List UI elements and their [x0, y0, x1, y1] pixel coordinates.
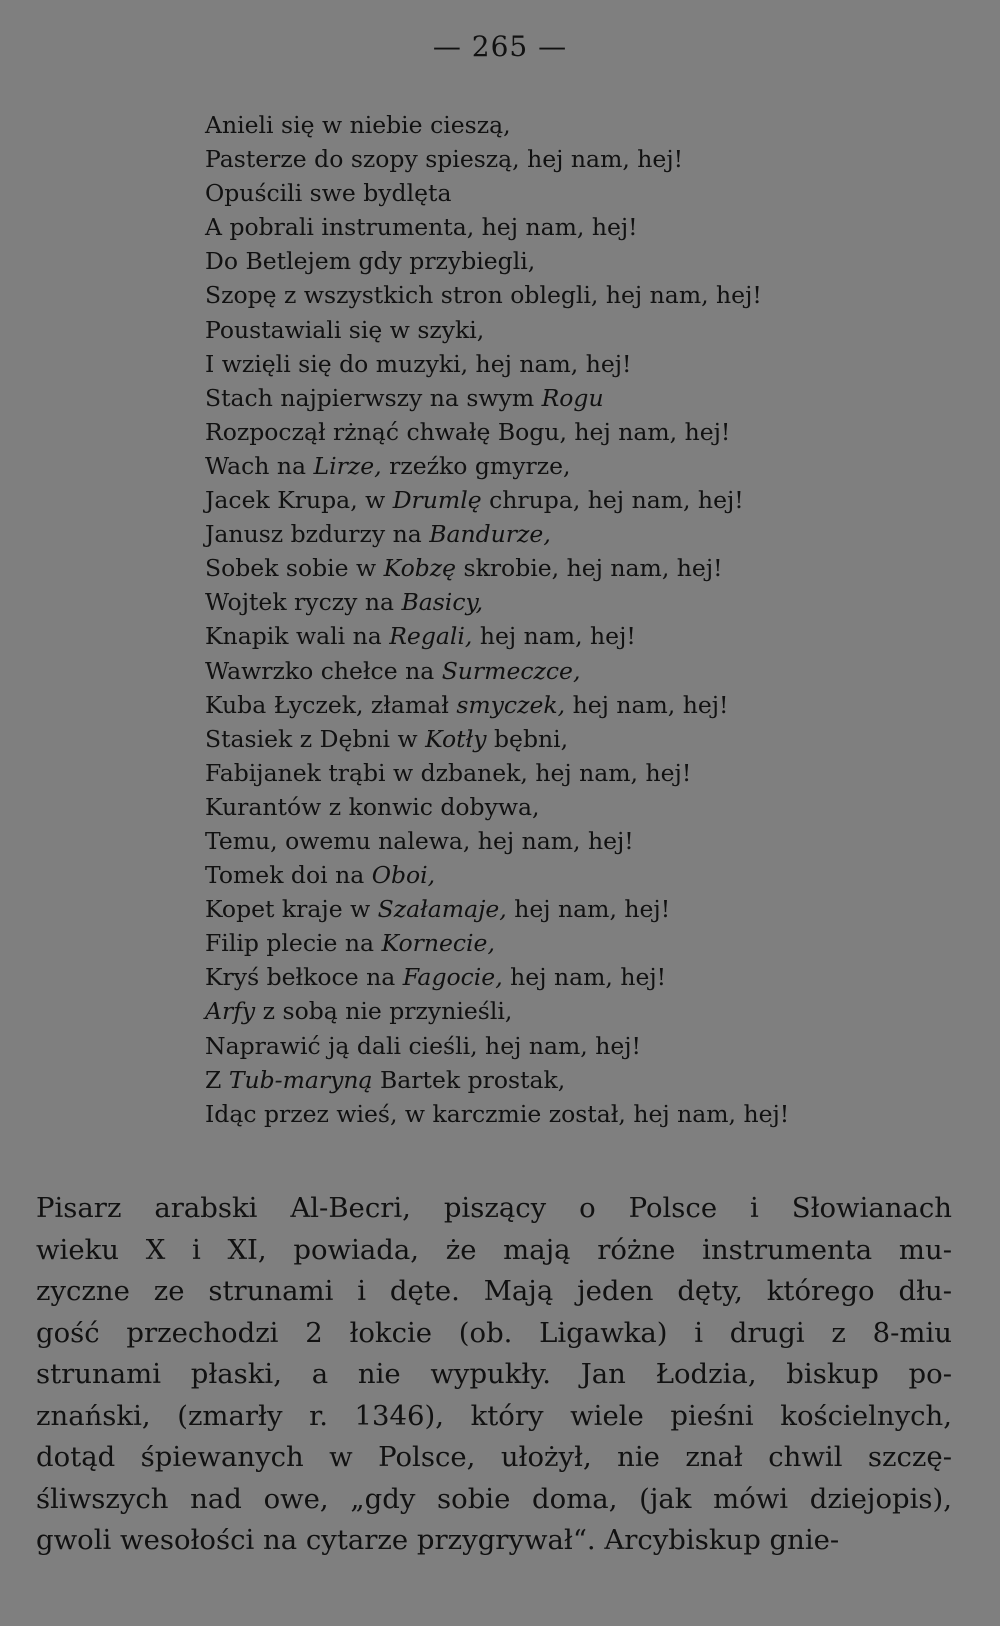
poem-text: Fabijanek trąbi w dzbanek, hej nam, hej!	[205, 758, 692, 787]
prose-line: strunami płaski, a nie wypukły. Jan Łodzia, biskup po-	[36, 1358, 952, 1390]
instrument-name: Fagocie,	[402, 963, 503, 992]
poem-line	[205, 1097, 789, 1131]
poem-line	[205, 415, 789, 449]
poem-text: A pobrali instrumenta, hej nam, hej!	[205, 213, 638, 242]
prose-line: znański, (zmarły r. 1346), który wiele pieśni kościelnych,	[36, 1399, 952, 1432]
instrument-name: Kobzę	[383, 554, 457, 583]
poem-text: Rozpoczął rżnąć chwałę Bogu, hej nam, hej!	[205, 417, 731, 446]
instrument-name: smyczek,	[456, 690, 566, 719]
prose-paragraph	[36, 1188, 952, 1562]
poem-text: Janusz bzdurzy na	[205, 520, 430, 549]
instrument-name: Surmeczce,	[441, 656, 581, 685]
poem-line	[205, 551, 789, 585]
poem-text: Bartek prostak,	[372, 1065, 566, 1094]
poem-text: chrupa, hej nam, hej!	[481, 486, 744, 515]
poem-text: hej nam, hej!	[472, 622, 636, 651]
poem-text: Stasiek z Dębni w	[205, 724, 426, 753]
prose-line: gwoli wesołości na cytarze przygrywał“. Arcybiskup gnie-	[36, 1524, 840, 1556]
poem-line	[205, 994, 789, 1028]
poem-line	[205, 619, 789, 653]
poem-text: Poustawiali się w szyki,	[205, 315, 485, 344]
instrument-name: Bandurze,	[429, 520, 551, 549]
instrument-name: Rogu	[541, 383, 604, 412]
poem-line	[205, 483, 789, 517]
poem-text: Anieli się w niebie cieszą,	[205, 111, 511, 139]
instrument-name: Kotły	[425, 724, 487, 753]
poem-line	[205, 278, 789, 312]
poem-text: bębni,	[486, 724, 569, 753]
poem-text: Idąc przez wieś, w karczmie został, hej nam, hej!	[205, 1099, 790, 1128]
poem-text: Jacek Krupa, w	[205, 486, 393, 515]
poem-text: Kurantów z konwic dobywa,	[205, 792, 540, 821]
instrument-name: Regali,	[389, 622, 473, 651]
instrument-name: Oboi,	[371, 861, 436, 890]
poem-line	[205, 381, 789, 415]
poem-text: Do Betlejem gdy przybiegli,	[205, 247, 536, 276]
poem	[205, 108, 789, 1131]
instrument-name: Basicy,	[401, 588, 484, 617]
prose-line: dotąd śpiewanych w Polsce, ułożył, nie znał chwil szczę-	[36, 1441, 952, 1473]
page-number: — 265 —	[432, 30, 568, 63]
poem-text: Sobek sobie w	[205, 554, 384, 583]
poem-text: Stach najpierwszy na swym	[205, 383, 542, 412]
poem-text: hej nam, hej!	[506, 895, 671, 924]
prose-line: śliwszych nad owe, „gdy sobie doma, (jak mówi dziejopis),	[36, 1482, 952, 1515]
poem-text: Tomek doi na	[205, 861, 372, 890]
poem-text: Kryś bełkoce na	[205, 963, 403, 992]
poem-line	[205, 108, 789, 142]
poem-line	[205, 756, 789, 790]
poem-text: Naprawić ją dali cieśli, hej nam, hej!	[205, 1031, 642, 1060]
poem-text: Opuścili swe bydlęta	[205, 179, 452, 208]
poem-text: Wawrzko chełce na	[205, 656, 442, 685]
poem-line	[205, 1063, 789, 1097]
poem-line	[205, 244, 789, 278]
prose-line: wieku X i XI, powiada, że mają różne instrumenta mu-	[36, 1233, 952, 1266]
instrument-name: Kornecie,	[381, 929, 495, 958]
poem-line	[205, 654, 789, 688]
poem-line	[205, 347, 789, 381]
instrument-name: Lirze,	[313, 451, 382, 480]
poem-text: hej nam, hej!	[502, 963, 667, 992]
poem-line	[205, 142, 789, 176]
prose-line: gość przechodzi 2 łokcie (ob. Ligawka) i drugi z 8-miu	[36, 1316, 952, 1349]
instrument-name: Szałamaje,	[377, 895, 507, 924]
poem-text: hej nam, hej!	[565, 690, 729, 719]
poem-text: Filip plecie na	[205, 929, 382, 958]
poem-line	[205, 688, 789, 722]
poem-line	[205, 926, 789, 960]
poem-text: Temu, owemu nalewa, hej nam, hej!	[205, 826, 634, 855]
poem-line	[205, 790, 789, 824]
poem-text: Kopet kraje w	[205, 895, 378, 924]
poem-line	[205, 824, 789, 858]
poem-text: Wojtek ryczy na	[205, 588, 402, 617]
poem-text: rzeźko gmyrze,	[381, 451, 571, 480]
poem-text: Szopę z wszystkich stron oblegli, hej nam, hej!	[205, 281, 762, 310]
poem-line	[205, 892, 789, 926]
poem-line	[205, 1029, 789, 1063]
poem-line	[205, 449, 789, 483]
poem-line	[205, 722, 789, 756]
poem-line	[205, 176, 789, 210]
poem-line	[205, 517, 789, 551]
poem-line	[205, 210, 789, 244]
poem-text: z sobą nie przynieśli,	[255, 997, 513, 1026]
prose-line: Pisarz arabski Al-Becri, piszący o Polsce i Słowianach	[36, 1192, 952, 1224]
poem-text: Kuba Łyczek, złamał	[205, 690, 457, 719]
poem-text: Wach na	[205, 451, 314, 480]
poem-text: Pasterze do szopy spieszą, hej nam, hej!	[205, 145, 684, 174]
poem-text: skrobie, hej nam, hej!	[456, 554, 723, 583]
poem-line	[205, 313, 789, 347]
prose-line: zyczne ze strunami i dęte. Mają jeden dęty, którego dłu-	[36, 1275, 952, 1307]
poem-line	[205, 858, 789, 892]
instrument-name: Drumlę	[392, 486, 482, 515]
instrument-name: Arfy	[205, 997, 256, 1026]
poem-line	[205, 960, 789, 994]
poem-line	[205, 585, 789, 619]
poem-text: I wzięli się do muzyki, hej nam, hej!	[205, 349, 632, 378]
poem-text: Knapik wali na	[205, 622, 390, 651]
instrument-name: Tub-maryną	[228, 1065, 373, 1094]
poem-text: Z	[205, 1065, 229, 1094]
